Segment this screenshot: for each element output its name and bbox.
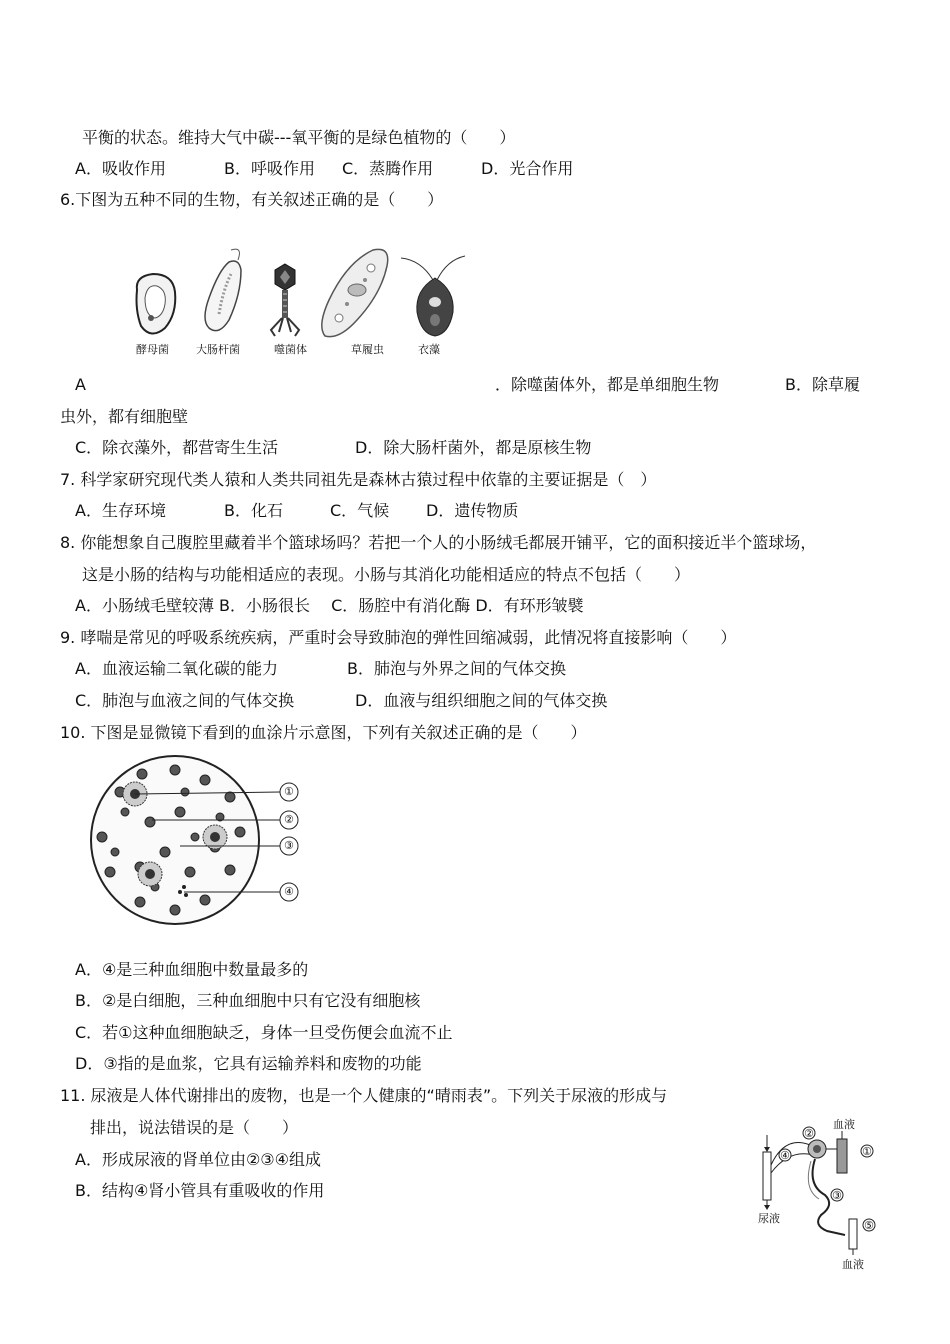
q11-marker-3: ③ [832, 1189, 842, 1202]
q6-label-ecoli: 大肠杆菌 [196, 343, 240, 356]
q11-marker-5: ⑤ [864, 1219, 874, 1232]
q6-option-a-text: ．除噬菌体外，都是单细胞生物 [495, 375, 720, 394]
q7-option-b: B．化石 [224, 501, 283, 520]
chlamydomonas-illustration [401, 256, 465, 336]
q9-option-c: C．肺泡与血液之间的气体交换 [75, 691, 295, 710]
q6-option-d: D．除大肠杆菌外，都是原核生物 [355, 438, 592, 457]
q8-stem-continuation: 这是小肠的结构与功能相适应的表现。小肠与其消化功能相适应的特点不包括（ ） [82, 565, 691, 584]
q8-stem: 8. 你能想象自己腹腔里藏着半个篮球场吗？若把一个人的小肠绒毛都展开铺平，它的面积接近半个篮球场， [60, 533, 817, 552]
q11-stem-continuation: 排出，说法错误的是（ ） [90, 1118, 299, 1137]
q10-option-a: A．④是三种血细胞中数量最多的 [75, 960, 309, 979]
q10-option-b: B．②是白细胞，三种血细胞中只有它没有细胞核 [75, 991, 421, 1010]
q7-option-d: D．遗传物质 [426, 501, 519, 520]
paramecium-illustration [322, 249, 388, 336]
q10-marker-3: ③ [284, 839, 294, 852]
q5-option-b: B．呼吸作用 [224, 159, 315, 178]
q10-marker-2: ② [284, 813, 294, 826]
q6-option-c: C．除衣藻外，都营寄生生活 [75, 438, 279, 457]
yeast-illustration [137, 274, 176, 334]
q11-marker-2: ② [804, 1127, 814, 1140]
q10-option-c: C．若①这种血细胞缺乏，身体一旦受伤便会血流不止 [75, 1023, 453, 1042]
bacteriophage-illustration [271, 264, 299, 336]
q5-stem-continuation: 平衡的状态。维持大气中碳---氧平衡的是绿色植物的（ ） [82, 128, 516, 147]
q9-option-a: A．血液运输二氧化碳的能力 [75, 659, 278, 678]
q11-option-a: A．形成尿液的肾单位由②③④组成 [75, 1150, 321, 1169]
q9-option-d: D．血液与组织细胞之间的气体交换 [355, 691, 608, 710]
q9-option-b: B．肺泡与外界之间的气体交换 [347, 659, 566, 678]
q7-stem: 7. 科学家研究现代类人猿和人类共同祖先是森林古猿过程中依靠的主要证据是（ ） [60, 470, 657, 489]
q6-label-paramecium: 草履虫 [351, 343, 384, 356]
q6-option-a-label: A [75, 375, 86, 394]
q11-label-urine: 尿液 [758, 1212, 780, 1225]
q10-marker-4: ④ [284, 885, 294, 898]
q7-option-a: A．生存环境 [75, 501, 166, 520]
q7-option-c: C．气候 [330, 501, 390, 520]
q8-options: A．小肠绒毛壁较薄 B．小肠很长 C．肠腔中有消化酶 D．有环形皱襞 [75, 596, 584, 615]
q6-label-phage: 噬菌体 [274, 343, 307, 356]
q5-option-c: C．蒸腾作用 [342, 159, 434, 178]
q10-stem: 10. 下图是显微镜下看到的血涂片示意图，下列有关叙述正确的是（ ） [60, 723, 587, 742]
q11-stem: 11. 尿液是人体代谢排出的废物，也是一个人健康的“晴雨表”。下列关于尿液的形成与 [60, 1086, 668, 1105]
q9-stem: 9. 哮喘是常见的呼吸系统疾病，严重时会导致肺泡的弹性回缩减弱，此情况将直接影响（ ） [60, 628, 737, 647]
q11-label-blood-bottom: 血液 [842, 1258, 864, 1271]
q6-option-b-continuation: 虫外，都有细胞壁 [60, 407, 189, 426]
q10-marker-1: ① [284, 785, 294, 798]
q6-label-yeast: 酵母菌 [136, 343, 169, 356]
q5-option-d: D．光合作用 [481, 159, 574, 178]
q11-marker-1: ① [862, 1145, 872, 1158]
q10-option-d: D．③指的是血浆，它具有运输养料和废物的功能 [75, 1054, 422, 1073]
q5-option-a: A．吸收作用 [75, 159, 166, 178]
q6-label-chlamydomonas: 衣藻 [418, 343, 440, 356]
ecoli-illustration [205, 249, 241, 331]
q11-option-b: B．结构④肾小管具有重吸收的作用 [75, 1181, 325, 1200]
q11-label-blood-top: 血液 [833, 1118, 855, 1131]
q6-option-b: B．除草履 [785, 375, 860, 394]
q6-stem: 6.下图为五种不同的生物，有关叙述正确的是（ ） [60, 190, 444, 209]
q11-nephron-figure [755, 1115, 880, 1270]
q11-marker-4: ④ [780, 1149, 790, 1162]
q10-blood-smear-figure [80, 752, 310, 927]
